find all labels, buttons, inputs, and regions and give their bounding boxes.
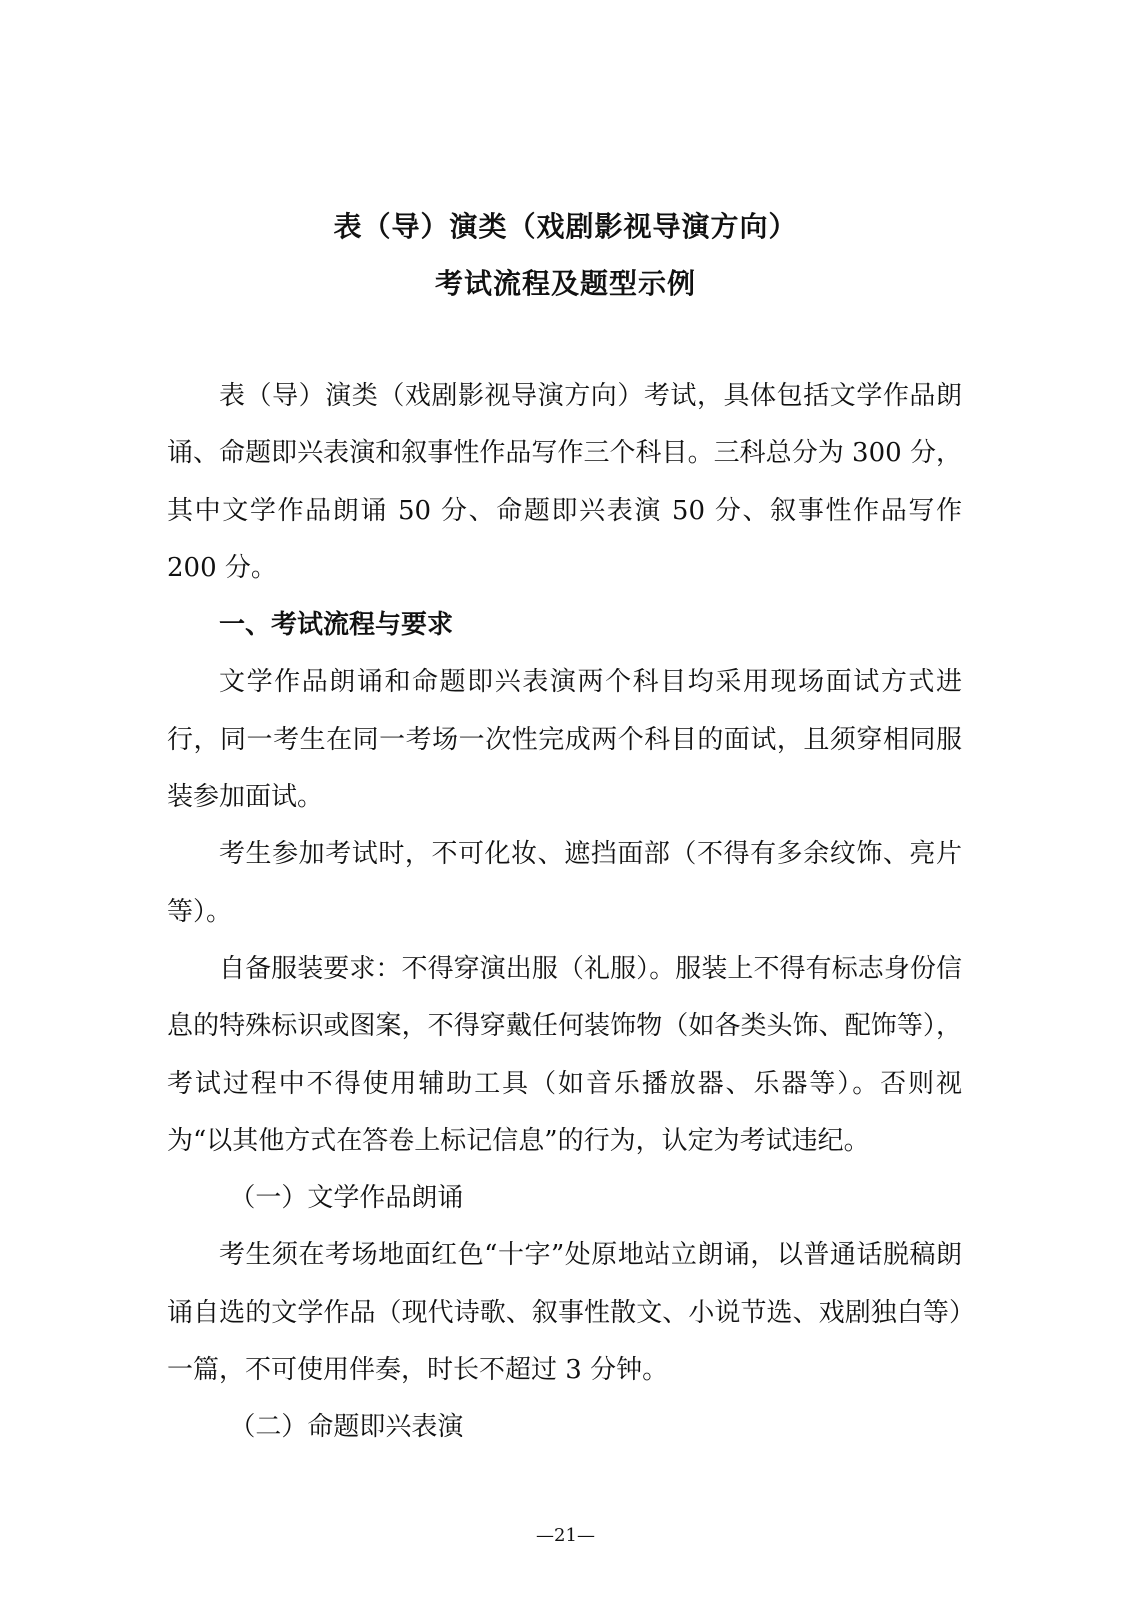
page-number: —21— [536,1525,595,1546]
document-subtitle: 考试流程及题型示例 [434,267,696,300]
interview-paragraph: 文学作品朗诵和命题即兴表演两个科目均采用现场面试方式进行，同一考生在同一考场一次性完成两个科目的面试，且须穿相同服装参加面试。 [167,667,962,813]
document-title: 表（导）演类（戏剧影视导演方向） [333,210,798,243]
document-body [167,368,962,1457]
makeup-rule-paragraph: 考生参加考试时，不可化妆、遮挡面部（不得有多余纹饰、亮片等）。 [167,839,962,927]
recitation-paragraph: 考生须在考场地面红色“十字”处原地站立朗诵，以普通话脱稿朗诵自选的文学作品（现代诗歌、叙事性散文、小说节选、戏剧独白等）一篇，不可使用伴奏，时长不超过 3 分钟。 [167,1240,962,1386]
subsection-heading-improv: （二）命题即兴表演 [229,1412,464,1443]
section-heading-process: 一、考试流程与要求 [219,610,454,641]
subsection-heading-recitation: （一）文学作品朗诵 [229,1183,464,1214]
clothing-rule-paragraph: 自备服装要求：不得穿演出服（礼服）。服装上不得有标志身份信息的特殊标识或图案，不得穿戴任何装饰物（如各类头饰、配饰等），考试过程中不得使用辅助工具（如音乐播放器、乐器等）。否则视为“以其他方式在答卷上标记信息”的行为，认定为考试违纪。 [167,953,962,1156]
intro-paragraph: 表（导）演类（戏剧影视导演方向）考试，具体包括文学作品朗诵、命题即兴表演和叙事性作品写作三个科目。三科总分为 300 分，其中文学作品朗诵 50 分、命题即兴表演 50 分、叙事性作品写作 200 分。 [167,381,962,583]
